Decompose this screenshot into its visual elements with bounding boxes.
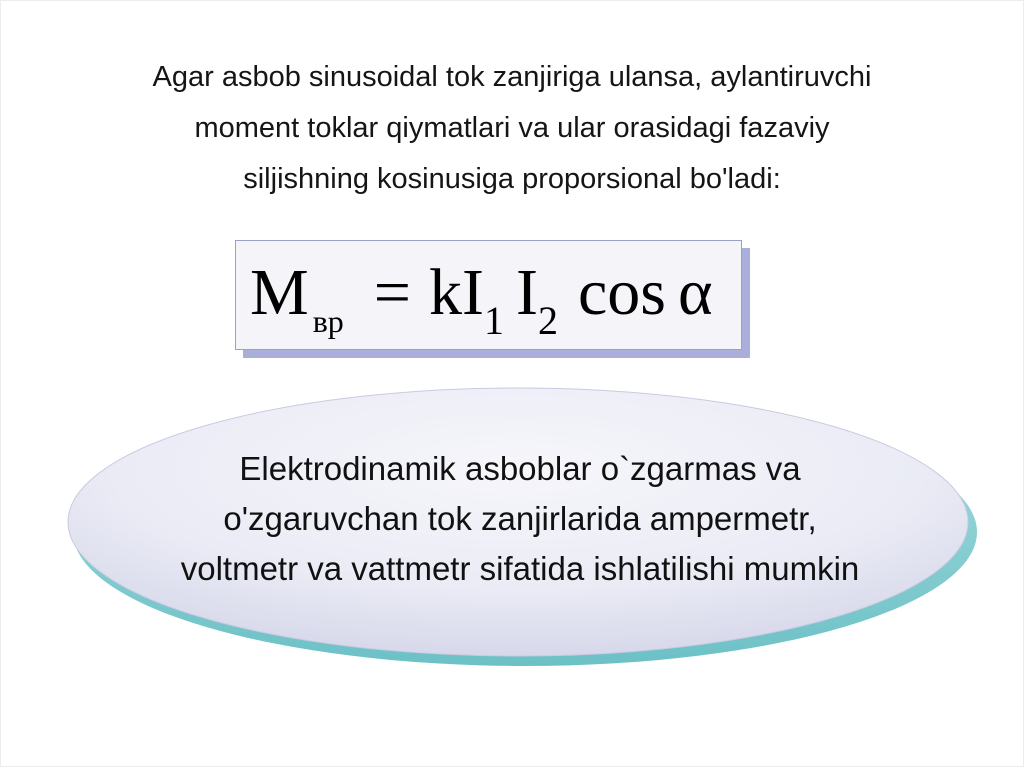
formula-current-1-symbol: I [462,256,485,329]
formula-current-1-subscript: 1 [484,298,505,343]
formula-cos-function: cos [578,256,666,329]
intro-line-1: Agar asbob sinusoidal tok zanjiriga ulansa, aylantiruvchi [152,61,872,93]
formula-torque-subscript: вр [312,303,344,339]
intro-paragraph [60,52,964,205]
intro-line-3: siljishning kosinusiga proporsional bo'ladi: [243,163,781,195]
formula-box [235,240,742,350]
callout-line-2: o'zgaruvchan tok zanjirlarida ampermetr, [223,500,817,537]
callout-line-1: Elektrodinamik asboblar o`zgarmas va [239,450,801,487]
formula-equals-sign: = [373,256,412,329]
formula-coefficient: k [429,256,463,329]
formula-angle-symbol: α [677,256,713,329]
callout-text [80,444,960,594]
torque-formula [250,253,713,343]
formula-torque-symbol: M [250,256,309,329]
callout-line-3: voltmetr va vattmetr sifatida ishlatilishi mumkin [180,550,860,587]
formula-current-2-symbol: I [516,256,538,329]
formula-current-2-subscript: 2 [538,298,558,343]
intro-line-2: moment toklar qiymatlari va ular orasidagi fazaviy [194,112,830,144]
callout-ellipse [60,384,980,670]
